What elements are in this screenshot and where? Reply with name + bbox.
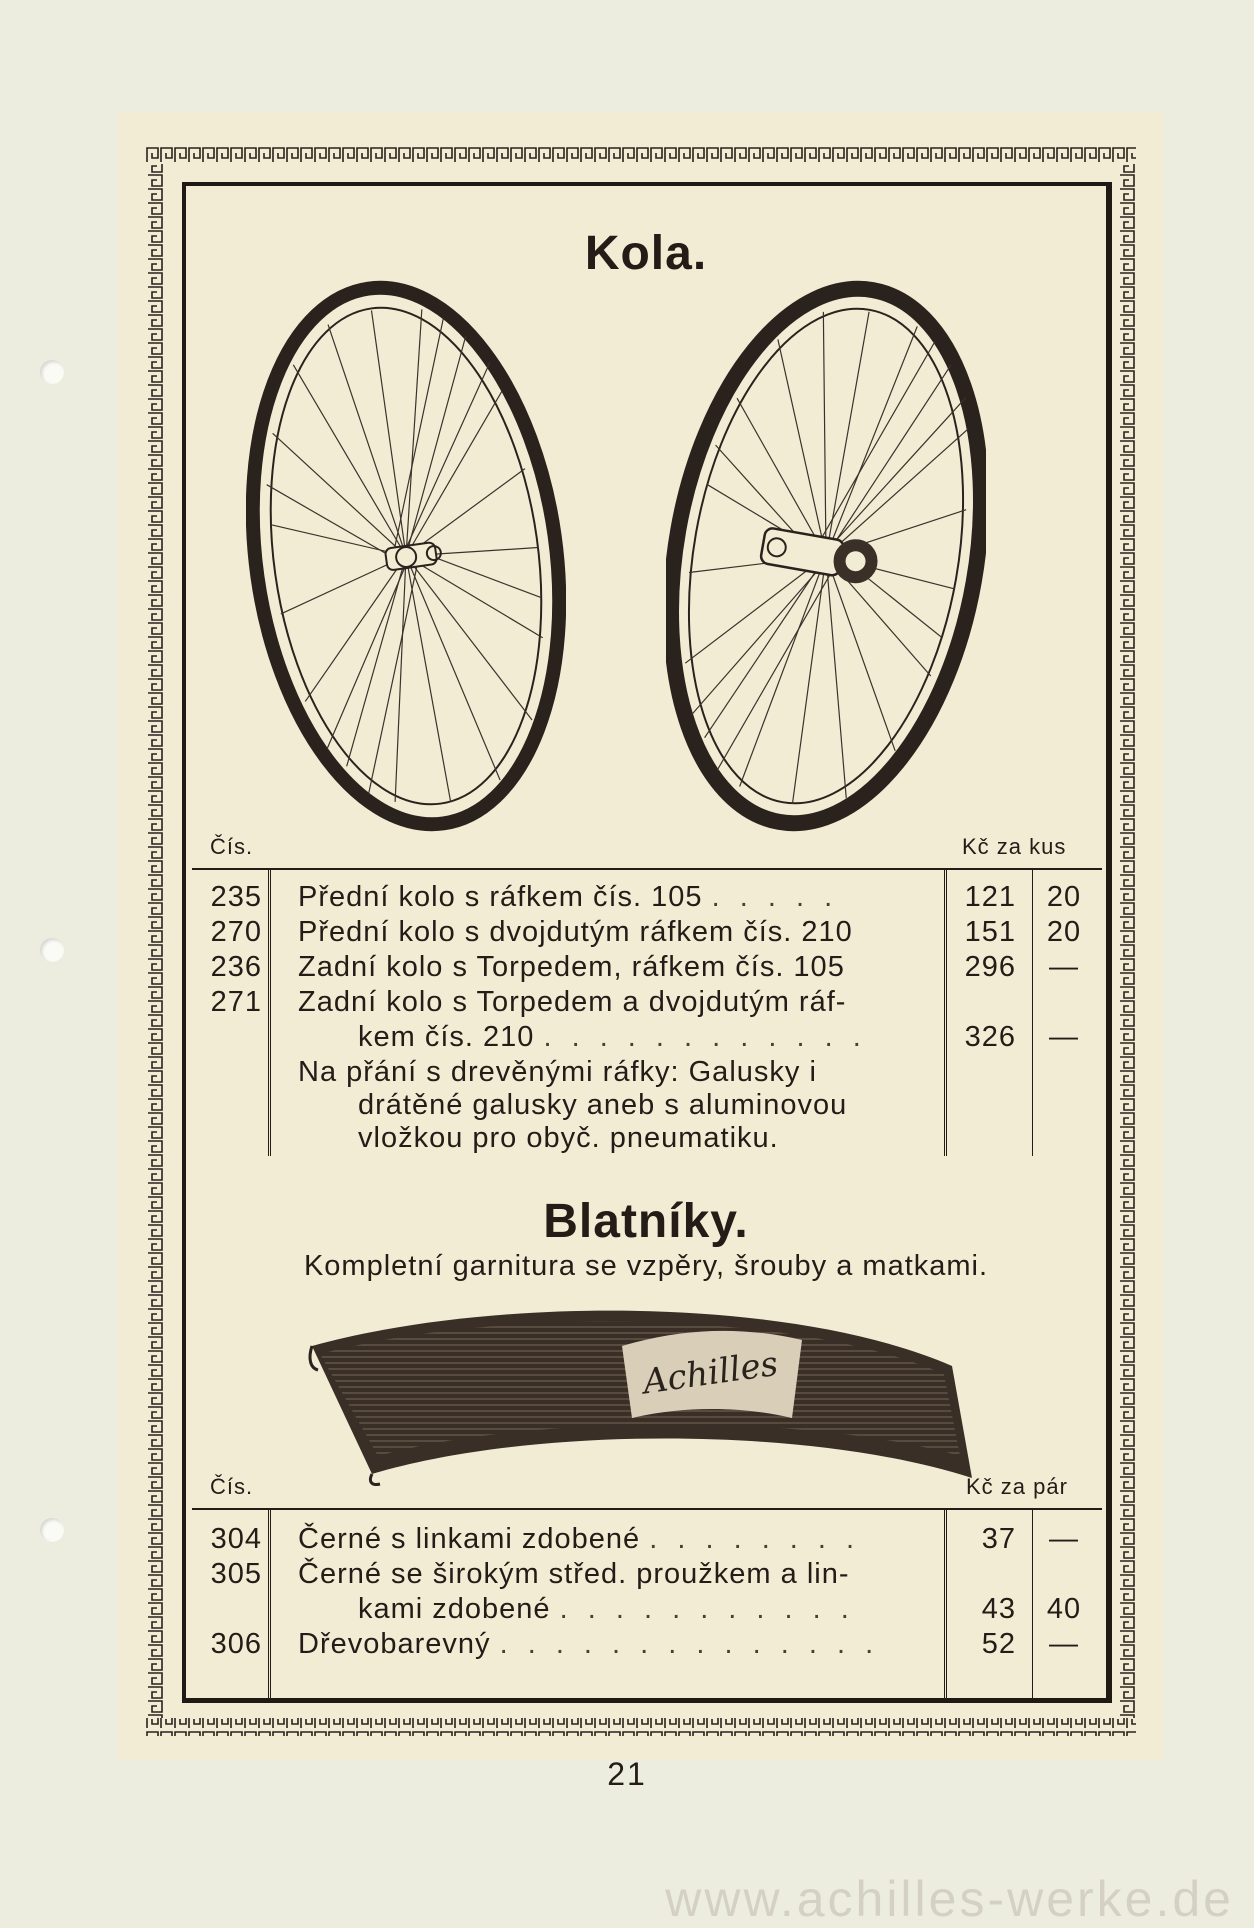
- item-price: 52: [981, 1628, 1016, 1660]
- item-price: 326: [964, 1021, 1016, 1053]
- column-divider: [268, 870, 271, 1156]
- item-price: 151: [964, 916, 1016, 948]
- item-description: Dřevobarevný . . . . . . . . . . . . . .: [298, 1628, 880, 1660]
- fender-logo: Achilles: [640, 1343, 781, 1403]
- item-number: 271: [210, 986, 262, 1018]
- item-description: Přední kolo s dvojdutým ráfkem čís. 210: [298, 916, 853, 948]
- fenders-col-no: Čís.: [210, 1474, 254, 1499]
- item-description: Černé s linkami zdobené . . . . . . . .: [298, 1523, 861, 1555]
- punch-hole: [40, 938, 64, 962]
- item-price-hal: —: [1049, 1523, 1079, 1555]
- item-description: Černé se širokým střed. proužkem a lin-: [298, 1558, 850, 1590]
- item-price: 121: [964, 881, 1016, 913]
- punch-hole: [40, 1518, 64, 1542]
- item-description-cont: kami zdobené . . . . . . . . . . .: [358, 1593, 855, 1625]
- column-divider: [1032, 1510, 1033, 1700]
- item-number: 270: [210, 916, 262, 948]
- fenders-col-price: Kč za pár: [966, 1474, 1068, 1499]
- fenders-title: Blatníky.: [543, 1195, 749, 1248]
- content-frame: [182, 182, 1112, 1703]
- item-price: 43: [981, 1593, 1016, 1625]
- page-number: 21: [607, 1756, 647, 1792]
- item-price-hal: 20: [1046, 916, 1082, 948]
- item-number: 306: [210, 1628, 262, 1660]
- item-description: Zadní kolo s Torpedem, ráfkem čís. 105: [298, 951, 845, 983]
- item-number: 236: [210, 951, 262, 983]
- watermark: www.achilles-werke.de: [665, 1871, 1234, 1927]
- item-price-hal: 40: [1046, 1593, 1082, 1625]
- item-number: 305: [210, 1558, 262, 1590]
- wheels-title: Kola.: [584, 227, 708, 280]
- item-number: 304: [210, 1523, 262, 1555]
- item-description: Zadní kolo s Torpedem a dvojdutým ráf-: [298, 986, 847, 1018]
- fenders-price-table: [192, 1508, 1102, 1700]
- column-divider: [1032, 870, 1033, 1156]
- wheels-note: vložkou pro obyč. pneumatiku.: [358, 1122, 779, 1154]
- item-price: 296: [964, 951, 1016, 983]
- item-number: 235: [210, 881, 262, 913]
- wheels-price-table: [192, 868, 1102, 1156]
- wheels-note: Na přání s drevěnými ráfky: Galusky i: [298, 1056, 817, 1088]
- item-description: Přední kolo s ráfkem čís. 105 . . . . .: [298, 881, 839, 913]
- wheels-col-price: Kč za kus: [962, 834, 1067, 859]
- front-wheel-illustration: [246, 276, 566, 836]
- wheels-col-no: Čís.: [210, 834, 254, 859]
- item-price-hal: —: [1049, 951, 1079, 983]
- item-price: 37: [981, 1523, 1016, 1555]
- item-price-hal: —: [1049, 1021, 1079, 1053]
- rear-wheel-illustration: [666, 276, 986, 836]
- fender-illustration: [292, 1306, 992, 1486]
- item-price-hal: —: [1049, 1628, 1079, 1660]
- punch-hole: [40, 360, 64, 384]
- item-price-hal: 20: [1046, 881, 1082, 913]
- column-divider: [268, 1510, 271, 1700]
- wheels-note: drátěné galusky aneb s aluminovou: [358, 1089, 848, 1121]
- item-description-cont: kem čís. 210 . . . . . . . . . . . .: [358, 1021, 867, 1053]
- fenders-subtitle: Kompletní garnitura se vzpěry, šrouby a matkami.: [303, 1250, 989, 1282]
